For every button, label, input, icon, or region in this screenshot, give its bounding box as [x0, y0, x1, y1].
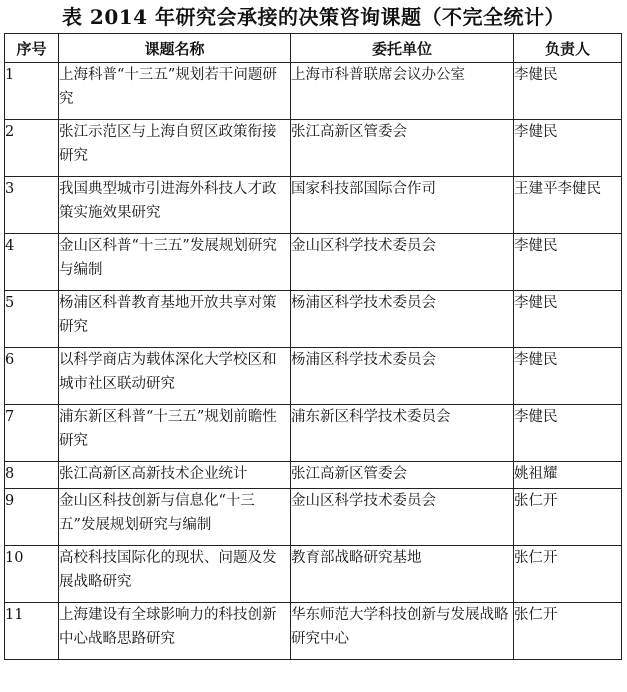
person-in-charge: 王建平李健民	[514, 177, 622, 234]
table-row	[5, 120, 622, 177]
project-name: 以科学商店为载体深化大学校区和城市社区联动研究	[59, 348, 291, 405]
commissioning-unit: 张江高新区管委会	[291, 462, 514, 489]
project-name: 金山区科普“十三五”发展规划研究与编制	[59, 234, 291, 291]
table-row	[5, 603, 622, 660]
project-name: 上海科普“十三五”规划若干问题研究	[59, 63, 291, 120]
commissioning-unit: 金山区科学技术委员会	[291, 489, 514, 546]
person-in-charge: 李健民	[514, 234, 622, 291]
serial-number: 1	[5, 63, 59, 120]
research-projects-table	[4, 33, 622, 660]
header-person-in-charge: 负责人	[514, 34, 622, 63]
serial-number: 4	[5, 234, 59, 291]
person-in-charge: 张仁开	[514, 603, 622, 660]
table-row	[5, 546, 622, 603]
commissioning-unit: 金山区科学技术委员会	[291, 234, 514, 291]
commissioning-unit: 杨浦区科学技术委员会	[291, 291, 514, 348]
serial-number: 6	[5, 348, 59, 405]
serial-number: 5	[5, 291, 59, 348]
table-row	[5, 63, 622, 120]
commissioning-unit: 教育部战略研究基地	[291, 546, 514, 603]
table-row	[5, 234, 622, 291]
project-name: 高校科技国际化的现状、问题及发展战略研究	[59, 546, 291, 603]
commissioning-unit: 华东师范大学科技创新与发展战略研究中心	[291, 603, 514, 660]
project-name: 金山区科技创新与信息化“十三五”发展规划研究与编制	[59, 489, 291, 546]
table-row	[5, 462, 622, 489]
project-name: 浦东新区科普“十三五”规划前瞻性研究	[59, 405, 291, 462]
commissioning-unit: 杨浦区科学技术委员会	[291, 348, 514, 405]
commissioning-unit: 张江高新区管委会	[291, 120, 514, 177]
person-in-charge: 姚祖耀	[514, 462, 622, 489]
header-serial-number: 序号	[5, 34, 59, 63]
commissioning-unit: 浦东新区科学技术委员会	[291, 405, 514, 462]
header-commissioning-unit: 委托单位	[291, 34, 514, 63]
commissioning-unit: 上海市科普联席会议办公室	[291, 63, 514, 120]
serial-number: 2	[5, 120, 59, 177]
person-in-charge: 李健民	[514, 405, 622, 462]
serial-number: 3	[5, 177, 59, 234]
table-row	[5, 177, 622, 234]
serial-number: 9	[5, 489, 59, 546]
project-name: 我国典型城市引进海外科技人才政策实施效果研究	[59, 177, 291, 234]
project-name: 杨浦区科普教育基地开放共享对策研究	[59, 291, 291, 348]
table-row	[5, 348, 622, 405]
person-in-charge: 李健民	[514, 63, 622, 120]
project-name: 张江高新区高新技术企业统计	[59, 462, 291, 489]
person-in-charge: 李健民	[514, 348, 622, 405]
table-row	[5, 489, 622, 546]
table-header-row	[5, 34, 622, 63]
person-in-charge: 张仁开	[514, 489, 622, 546]
serial-number: 10	[5, 546, 59, 603]
commissioning-unit: 国家科技部国际合作司	[291, 177, 514, 234]
project-name: 上海建设有全球影响力的科技创新中心战略思路研究	[59, 603, 291, 660]
person-in-charge: 李健民	[514, 120, 622, 177]
table-title: 表 2014 年研究会承接的决策咨询课题（不完全统计）	[61, 5, 566, 29]
serial-number: 11	[5, 603, 59, 660]
table-row	[5, 405, 622, 462]
serial-number: 8	[5, 462, 59, 489]
serial-number: 7	[5, 405, 59, 462]
header-project-name: 课题名称	[59, 34, 291, 63]
person-in-charge: 李健民	[514, 291, 622, 348]
person-in-charge: 张仁开	[514, 546, 622, 603]
table-row	[5, 291, 622, 348]
project-name: 张江示范区与上海自贸区政策衔接研究	[59, 120, 291, 177]
